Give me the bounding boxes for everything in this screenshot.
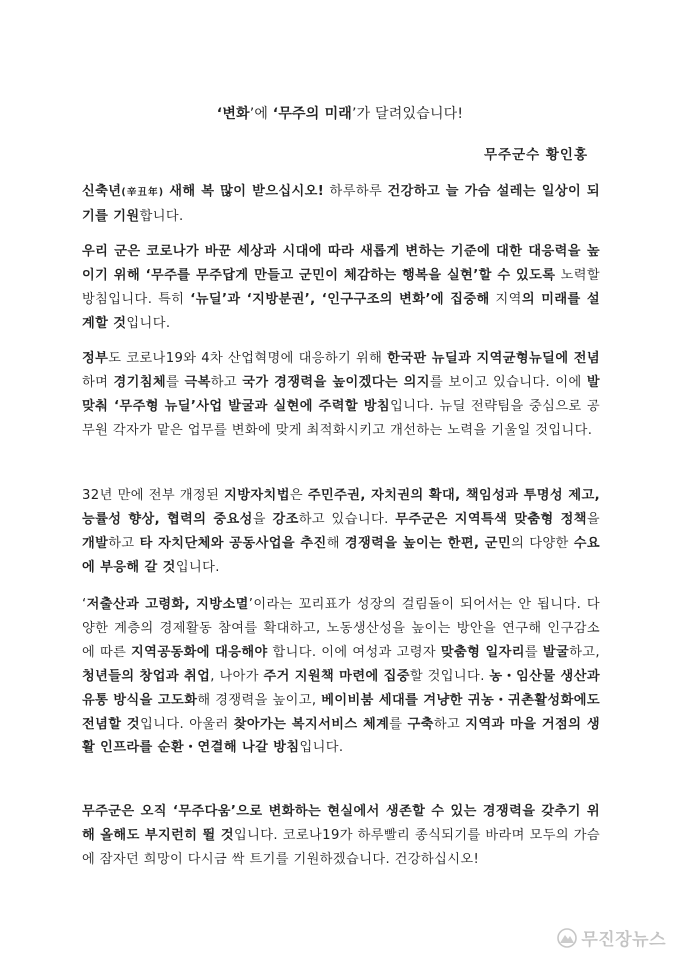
- title-quote-open-1: ‘: [216, 106, 223, 122]
- body-text: 를: [524, 644, 543, 660]
- emphasis-text: 새해 복 많이 받으십시오!: [163, 184, 325, 199]
- body-text: 입니다.: [126, 315, 171, 331]
- emphasis-text: 주거 지원책 마련에 집중: [263, 668, 410, 684]
- emphasis-text: 국가 경쟁력을 높이겠다는 의지: [242, 374, 430, 390]
- emphasis-text: ‘뉴딜’과 ‘지방분권’, ‘인구구조의 변화’에 집중해: [190, 291, 490, 307]
- body-text: 의 다양한: [511, 535, 574, 551]
- page-title: [0, 104, 680, 124]
- emphasis-text: 발굴: [542, 644, 570, 660]
- emphasis-text: 타 자치단체와 공동사업을 추진: [139, 535, 327, 551]
- body-text: 하고: [433, 716, 466, 732]
- body-text: 하고 있습니다.: [298, 511, 396, 527]
- title-connector-2: ’가 달려있습니다!: [352, 106, 464, 122]
- body-text: 하며: [82, 374, 114, 390]
- emphasis-text: 베이비붐 세대를 겨냥한 귀농・귀촌활성화에도 전념할 것: [82, 692, 600, 732]
- mountain-logo-icon: [557, 928, 577, 948]
- body-text: 입니다.: [175, 559, 220, 575]
- emphasis-text: 지역과 마을 거점의 생활 인프라를 순환・연결해 나갈 방침: [82, 716, 600, 756]
- body-text: 입니다.: [299, 740, 344, 756]
- body-text: 를: [166, 374, 185, 390]
- body-text: 할 것입니다.: [409, 668, 490, 684]
- paragraph-greeting: [82, 180, 600, 229]
- paragraph-new-deal: [82, 347, 600, 443]
- emphasis-text: 지역공동화에 대응해야: [131, 644, 268, 660]
- emphasis-text: 우리 군은 코로나가 바꾼 세상과 시대에 따라 새롭게 변하는 기준에 대한 대응력을 높이기 위해 ‘무주를 무주답게 만들고 군민이 체감하는 행복을 실현’할 수 있도록: [82, 244, 600, 283]
- emphasis-text: 한국판 뉴딜과 지역균형뉴딜에 전념: [387, 351, 600, 366]
- paragraph-local-autonomy: [82, 484, 600, 580]
- body-text: 합니다.: [139, 208, 184, 224]
- emphasis-text: 의 미래를 설계할 것: [82, 291, 601, 331]
- emphasis-text: 무주군은 오직 ‘무주다움’으로 변화하는 현실에서 생존할 수 있는 경쟁력을 갖추기 위해 올해도 부지런히 뛸 것: [82, 804, 600, 843]
- body-text: , 나아가: [210, 668, 264, 684]
- body-text: 하고: [108, 535, 140, 551]
- watermark-logo: [557, 925, 666, 950]
- author-line: 무주군수 황인홍: [484, 147, 588, 163]
- body-text: 하루하루: [324, 184, 388, 199]
- emphasis-text: 신축년: [82, 184, 122, 199]
- emphasis-text: 무주군은 지역특색 맞춤형 정책: [395, 511, 587, 527]
- body-text: 32년 만에 전부 개정된: [82, 488, 225, 503]
- emphasis-text: 개발: [82, 535, 109, 551]
- emphasis-text: 극복: [184, 374, 211, 390]
- body-text: 도 코로나19와 4차 산업혁명에 대응하기 위해: [108, 351, 388, 366]
- emphasis-text: 맞춤형 일자리: [440, 644, 525, 660]
- body-text: 을: [252, 511, 273, 527]
- emphasis-text: 청년들의 창업과 취업: [82, 668, 211, 684]
- body-text: 하고,: [569, 644, 600, 660]
- paragraph-population: [82, 593, 600, 760]
- body-text: 해: [326, 535, 345, 551]
- title-keyword-future: 무주의 미래: [278, 106, 353, 122]
- emphasis-text: 건강하고 늘 가슴 설레는 일상이 되기를 기원: [82, 184, 600, 224]
- emphasis-text: 지방자치법: [224, 488, 290, 503]
- emphasis-text: (辛丑年): [121, 187, 164, 198]
- body-text: 해 경쟁력을 높이고,: [197, 692, 322, 708]
- body-text: 을: [586, 511, 601, 527]
- paragraph-closing: [82, 800, 600, 872]
- emphasis-text: 구축: [407, 716, 434, 732]
- emphasis-text: 찾아가는 복지서비스 체계: [233, 716, 390, 732]
- body-text: 를 보이고 있습니다. 이에: [429, 374, 587, 390]
- body-text: 지역: [489, 291, 522, 307]
- paragraph-vision: [82, 240, 600, 336]
- emphasis-text: 정부: [82, 351, 109, 366]
- emphasis-text: 경기침체: [113, 374, 167, 390]
- body-text: 합니다. 이에 여성과 고령자: [267, 644, 441, 660]
- body-text: 노력할 방침입니다. 특히: [82, 267, 601, 307]
- title-keyword-change: 변화: [222, 106, 250, 122]
- emphasis-text: 발 맞춰 ‘무주형 뉴딜’사업 발굴과 실현에 주력할 방침: [82, 374, 601, 414]
- body-text: ’이라는 꼬리표가 성장의 걸림돌이 되어서는 안 됩니다. 다양한 계층의 경제활동 참여를 확대하고, 노동생산성을 높이는 방안을 연구해 인구감소에 따른: [82, 597, 601, 660]
- body-text: 입니다. 코로나19가 하루빨리 종식되기를 바라며 모두의 가슴에 잠자던 희망이 다시금 싹 트기를 기원하겠습니다. 건강하십시오!: [82, 827, 601, 867]
- emphasis-text: 경쟁력을 높이는 한편, 군민: [344, 535, 512, 551]
- body-text: 입니다. 뉴딜 전략팀을 중심으로 공무원 각자가 맡은 업무를 변화에 맞게 최적화시키고 개선하는 노력을 기울일 것입니다.: [82, 398, 600, 438]
- body-text: 입니다. 아울러: [140, 716, 234, 732]
- emphasis-text: 저출산과 고령화, 지방소멸: [86, 597, 249, 612]
- body-text: 은: [289, 488, 308, 503]
- title-connector-1: ’에: [249, 106, 273, 122]
- body-text: 를: [389, 716, 408, 732]
- emphasis-text: 수요에 부응해 갈 것: [82, 535, 600, 575]
- body-text: 하고: [210, 374, 243, 390]
- emphasis-text: 강조: [272, 511, 299, 527]
- title-quote-open-2: ‘: [272, 106, 279, 122]
- body-text: ‘: [82, 597, 87, 612]
- emphasis-text: 주민주권, 자치권의 확대, 책임성과 투명성 제고, 능률성 향상, 협력의 중요성: [82, 488, 601, 527]
- emphasis-text: 농・임산물 생산과 유통 방식을 고도화: [82, 668, 600, 708]
- watermark-text: 무진장뉴스: [581, 930, 666, 950]
